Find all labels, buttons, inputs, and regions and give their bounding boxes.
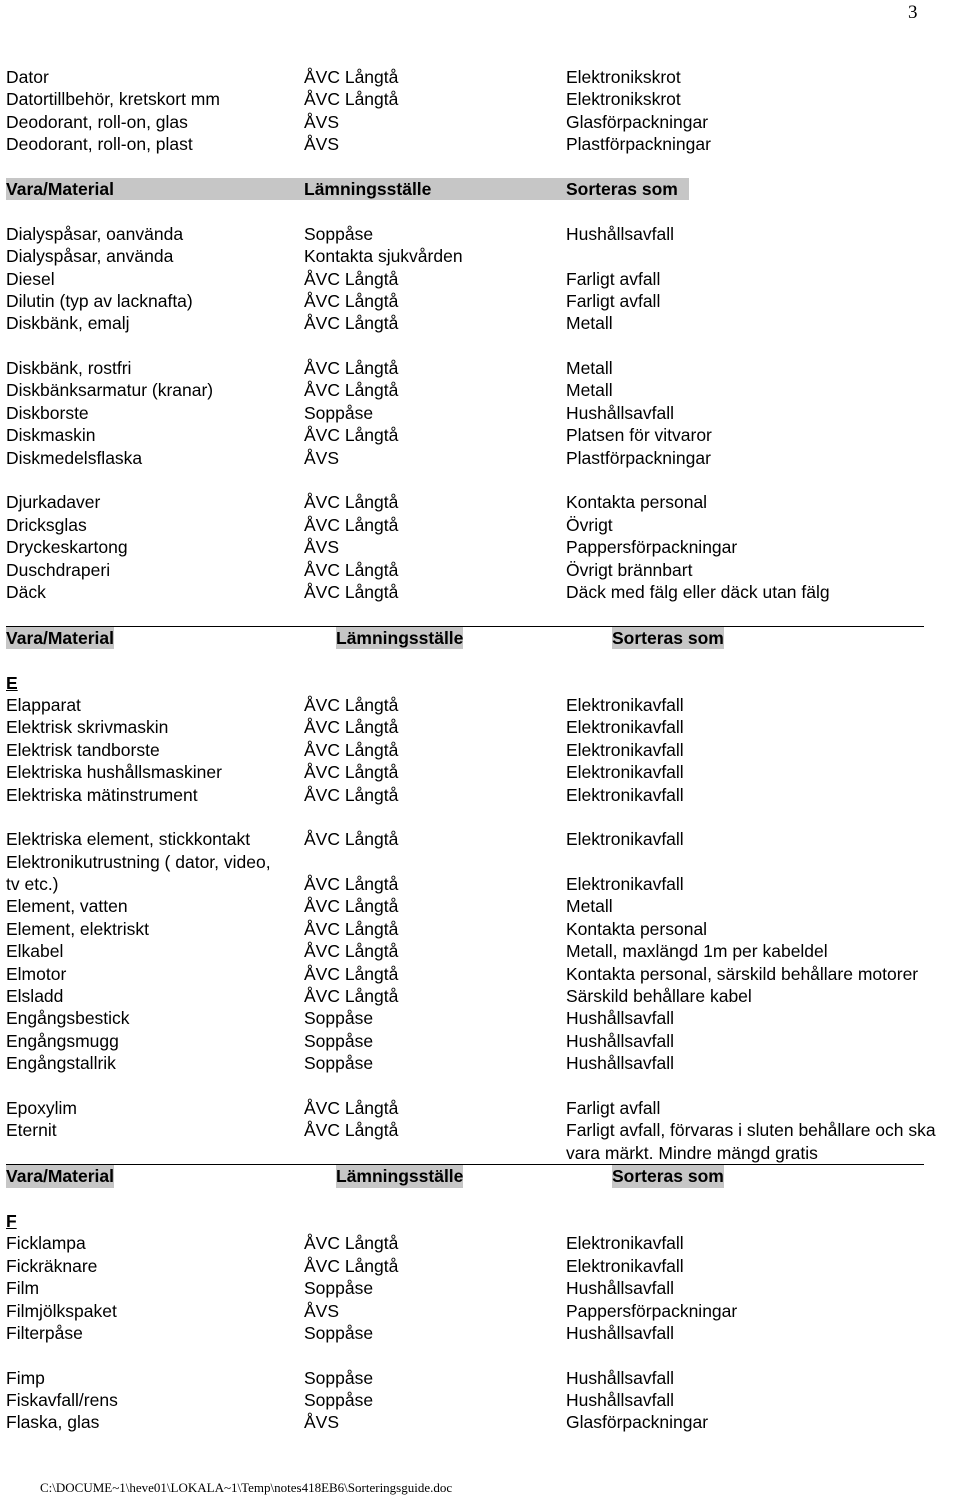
sort-category: Elektronikavfall — [566, 874, 684, 895]
table-row — [6, 111, 960, 133]
item-name: Elektrisk skrivmaskin — [6, 717, 169, 738]
table-row — [6, 694, 960, 716]
table-row — [6, 918, 960, 940]
table-row — [6, 985, 960, 1007]
header-place: Lämningsställe — [336, 1166, 464, 1187]
sort-category: Däck med fälg eller däck utan fälg — [566, 581, 830, 602]
sort-category: Elektronikavfall — [566, 829, 684, 850]
item-name: Fimp — [6, 1367, 45, 1388]
drop-off-place: ÅVC Långtå — [304, 67, 399, 87]
item-name: Fiskavfall/rens — [6, 1390, 118, 1411]
sort-category: Metall, maxlängd 1m per kabeldel — [566, 941, 828, 962]
drop-off-place: ÅVC Långtå — [304, 829, 399, 850]
item-name: Dialyspåsar, oanvända — [6, 223, 184, 244]
drop-off-place: ÅVC Långtå — [304, 380, 399, 401]
drop-off-place: ÅVC Långtå — [304, 986, 399, 1007]
table-row — [6, 851, 960, 896]
table-row — [6, 1322, 960, 1344]
sort-category: Farligt avfall — [566, 268, 661, 289]
header-item: Vara/Material — [6, 1166, 114, 1187]
sort-category: Metall — [566, 380, 613, 401]
table-row — [6, 491, 960, 513]
sort-category: Metall — [566, 896, 613, 917]
drop-off-place: Soppåse — [304, 1322, 374, 1343]
sort-category: Kontakta personal, särskild behållare motorer — [566, 963, 919, 984]
sort-category: Särskild behållare kabel — [566, 986, 752, 1007]
table-row — [6, 1277, 960, 1299]
header-item: Vara/Material — [6, 627, 114, 648]
table-row — [6, 963, 960, 985]
drop-off-place: Soppåse — [304, 402, 374, 423]
sorting-guide-document — [6, 66, 960, 1434]
item-name: Dryckeskartong — [6, 537, 128, 558]
item-name: Diskbänk, emalj — [6, 313, 130, 334]
drop-off-place: ÅVS — [304, 1412, 340, 1433]
item-name: Diskbänksarmatur (kranar) — [6, 380, 214, 401]
section-letter-row — [6, 1210, 960, 1232]
header-category: Sorteras som — [612, 627, 724, 648]
sort-category: Hushållsavfall — [566, 1367, 674, 1388]
sort-category: Elektronikavfall — [566, 784, 684, 805]
sort-category: Platsen för vitvaror — [566, 425, 712, 446]
header-place: Lämningsställe — [304, 178, 432, 199]
item-name: Fickräknare — [6, 1255, 98, 1276]
table-row — [6, 223, 960, 245]
drop-off-place: ÅVC Långtå — [304, 358, 399, 379]
table-row — [6, 245, 960, 267]
sort-category: Kontakta personal — [566, 492, 708, 513]
sort-category: Elektronikavfall — [566, 1255, 684, 1276]
table-row — [6, 1119, 960, 1164]
drop-off-place: ÅVC Långtå — [304, 739, 399, 760]
item-name: Element, elektriskt — [6, 918, 149, 939]
item-name: Dator — [6, 67, 49, 87]
drop-off-place: ÅVC Långtå — [304, 896, 399, 917]
item-name: Diesel — [6, 268, 55, 289]
sort-category: Hushållsavfall — [566, 1008, 674, 1029]
sort-category: Metall — [566, 358, 613, 379]
item-name: Deodorant, roll-on, plast — [6, 134, 193, 155]
table-row — [6, 379, 960, 401]
table-row — [6, 402, 960, 424]
sort-category: Metall — [566, 313, 613, 334]
sort-category: Hushållsavfall — [566, 223, 674, 244]
table-row — [6, 940, 960, 962]
item-name: Diskmedelsflaska — [6, 447, 143, 468]
drop-off-place: ÅVC Långtå — [304, 1255, 399, 1276]
drop-off-place: ÅVC Långtå — [304, 1097, 399, 1118]
item-name: Elektrisk tandborste — [6, 739, 160, 760]
drop-off-place: ÅVC Långtå — [304, 559, 399, 580]
item-name: Elektriska element, stickkontakt — [6, 829, 251, 850]
footer-file-path: C:\DOCUME~1\heve01\LOKALA~1\Temp\notes418EB6\Sorteringsguide.doc — [40, 1480, 453, 1495]
item-name: Datortillbehör, kretskort mm — [6, 89, 220, 110]
section-letter-f: F — [6, 1210, 17, 1231]
sort-category: Farligt avfall — [566, 1097, 661, 1118]
table-row — [6, 739, 960, 761]
sort-category: Hushållsavfall — [566, 1322, 674, 1343]
sort-category: Glasförpackningar — [566, 1412, 709, 1433]
sort-category: Elektronikavfall — [566, 694, 684, 715]
item-name: Dilutin (typ av lacknafta) — [6, 290, 193, 311]
sort-category: Elektronikavfall — [566, 717, 684, 738]
item-name: Duschdraperi — [6, 559, 111, 580]
sort-category: Hushållsavfall — [566, 1053, 674, 1074]
table-row — [6, 895, 960, 917]
drop-off-place: ÅVS — [304, 537, 340, 558]
table-row — [6, 1052, 960, 1074]
table-row — [6, 1255, 960, 1277]
item-name: Elektriska mätinstrument — [6, 784, 198, 805]
table-row — [6, 133, 960, 155]
drop-off-place: ÅVC Långtå — [304, 313, 399, 334]
table-row — [6, 581, 960, 603]
sort-category: Plastförpackningar — [566, 447, 711, 468]
item-name: Filterpåse — [6, 1322, 83, 1343]
sort-category: Farligt avfall, förvaras i sluten behållare och ska vara märkt. Mindre mängd gratis — [566, 1120, 936, 1163]
table-row — [6, 559, 960, 581]
item-name: Deodorant, roll-on, glas — [6, 111, 188, 132]
table-row — [6, 536, 960, 558]
sort-category: Elektronikskrot — [566, 67, 681, 87]
sort-category: Kontakta personal — [566, 918, 708, 939]
drop-off-place: ÅVC Långtå — [304, 1120, 399, 1141]
header-category: Sorteras som — [612, 1166, 724, 1187]
column-header-row — [6, 1164, 924, 1187]
drop-off-place: ÅVC Långtå — [304, 717, 399, 738]
drop-off-place: ÅVC Långtå — [304, 694, 399, 715]
table-row — [6, 1232, 960, 1254]
item-name: Diskborste — [6, 402, 89, 423]
sort-category: Övrigt — [566, 514, 613, 535]
sort-category: Hushållsavfall — [566, 1030, 674, 1051]
table-row — [6, 447, 960, 469]
sort-category: Pappersförpackningar — [566, 537, 738, 558]
item-name: Elmotor — [6, 963, 67, 984]
item-name: Djurkadaver — [6, 492, 101, 513]
sort-category: Elektronikavfall — [566, 739, 684, 760]
drop-off-place: Soppåse — [304, 1008, 374, 1029]
item-name: Engångsmugg — [6, 1030, 119, 1051]
item-name: Elapparat — [6, 694, 81, 715]
section-letter-e: E — [6, 672, 18, 693]
drop-off-place: ÅVC Långtå — [304, 290, 399, 311]
sort-category: Hushållsavfall — [566, 1390, 674, 1411]
table-row — [6, 716, 960, 738]
drop-off-place: Soppåse — [304, 1030, 374, 1051]
drop-off-place: Soppåse — [304, 1053, 374, 1074]
drop-off-place: ÅVC Långtå — [304, 963, 399, 984]
item-name: Engångstallrik — [6, 1053, 116, 1074]
table-row — [6, 1097, 960, 1119]
page-number: 3 — [908, 2, 918, 23]
drop-off-place: Soppåse — [304, 1367, 374, 1388]
item-name: Däck — [6, 581, 46, 602]
header-category: Sorteras som — [566, 178, 678, 199]
table-row — [6, 1030, 960, 1052]
sort-category: Elektronikavfall — [566, 762, 684, 783]
drop-off-place: ÅVC Långtå — [304, 874, 399, 895]
item-name: Filmjölkspaket — [6, 1300, 117, 1321]
item-name: Dricksglas — [6, 514, 87, 535]
column-header-row — [6, 178, 689, 200]
drop-off-place: ÅVC Långtå — [304, 1233, 399, 1254]
sort-category: Pappersförpackningar — [566, 1300, 738, 1321]
item-name: Engångsbestick — [6, 1008, 130, 1029]
table-row — [6, 784, 960, 806]
item-name: Epoxylim — [6, 1097, 77, 1118]
drop-off-place: ÅVS — [304, 1300, 340, 1321]
table-row — [6, 1007, 960, 1029]
drop-off-place: ÅVC Långtå — [304, 268, 399, 289]
drop-off-place: Soppåse — [304, 223, 374, 244]
table-row — [6, 514, 960, 536]
header-place: Lämningsställe — [336, 627, 464, 648]
item-name: Diskbänk, rostfri — [6, 358, 132, 379]
table-row — [6, 312, 960, 334]
drop-off-place: Soppåse — [304, 1278, 374, 1299]
table-row — [6, 1411, 960, 1433]
item-name: Elektronikutrustning ( dator, video, tv etc.) — [6, 851, 271, 895]
item-name: Dialyspåsar, använda — [6, 246, 174, 267]
sort-category: Övrigt brännbart — [566, 559, 693, 580]
sort-category: Hushållsavfall — [566, 402, 674, 423]
drop-off-place: Kontakta sjukvården — [304, 246, 463, 267]
item-name: Diskmaskin — [6, 425, 96, 446]
sort-category: Plastförpackningar — [566, 134, 711, 155]
drop-off-place: ÅVC Långtå — [304, 425, 399, 446]
drop-off-place: ÅVC Långtå — [304, 492, 399, 513]
table-row — [6, 290, 960, 312]
item-name: Flaska, glas — [6, 1412, 100, 1433]
drop-off-place: Soppåse — [304, 1390, 374, 1411]
sort-category: Elektronikskrot — [566, 89, 681, 110]
table-row — [6, 66, 960, 88]
table-row — [6, 1389, 960, 1411]
table-row — [6, 761, 960, 783]
drop-off-place: ÅVS — [304, 134, 340, 155]
sort-category: Glasförpackningar — [566, 111, 709, 132]
drop-off-place: ÅVC Långtå — [304, 89, 399, 110]
item-name: Elkabel — [6, 941, 64, 962]
table-row — [6, 268, 960, 290]
item-name: Element, vatten — [6, 896, 128, 917]
drop-off-place: ÅVC Långtå — [304, 514, 399, 535]
table-row — [6, 424, 960, 446]
drop-off-place: ÅVC Långtå — [304, 918, 399, 939]
sort-category: Elektronikavfall — [566, 1233, 684, 1254]
sort-category: Hushållsavfall — [566, 1278, 674, 1299]
item-name: Eternit — [6, 1120, 57, 1141]
item-name: Ficklampa — [6, 1233, 86, 1254]
table-row — [6, 357, 960, 379]
drop-off-place: ÅVC Långtå — [304, 941, 399, 962]
column-header-row — [6, 626, 924, 649]
item-name: Elsladd — [6, 986, 64, 1007]
header-item: Vara/Material — [6, 178, 114, 199]
drop-off-place: ÅVC Långtå — [304, 762, 399, 783]
item-name: Elektriska hushållsmaskiner — [6, 762, 222, 783]
table-row — [6, 1300, 960, 1322]
table-row — [6, 88, 960, 110]
table-row — [6, 828, 960, 850]
section-letter-row — [6, 672, 960, 694]
table-row — [6, 1367, 960, 1389]
drop-off-place: ÅVS — [304, 111, 340, 132]
drop-off-place: ÅVC Långtå — [304, 581, 399, 602]
drop-off-place: ÅVC Långtå — [304, 784, 399, 805]
sort-category: Farligt avfall — [566, 290, 661, 311]
item-name: Film — [6, 1278, 40, 1299]
drop-off-place: ÅVS — [304, 447, 340, 468]
